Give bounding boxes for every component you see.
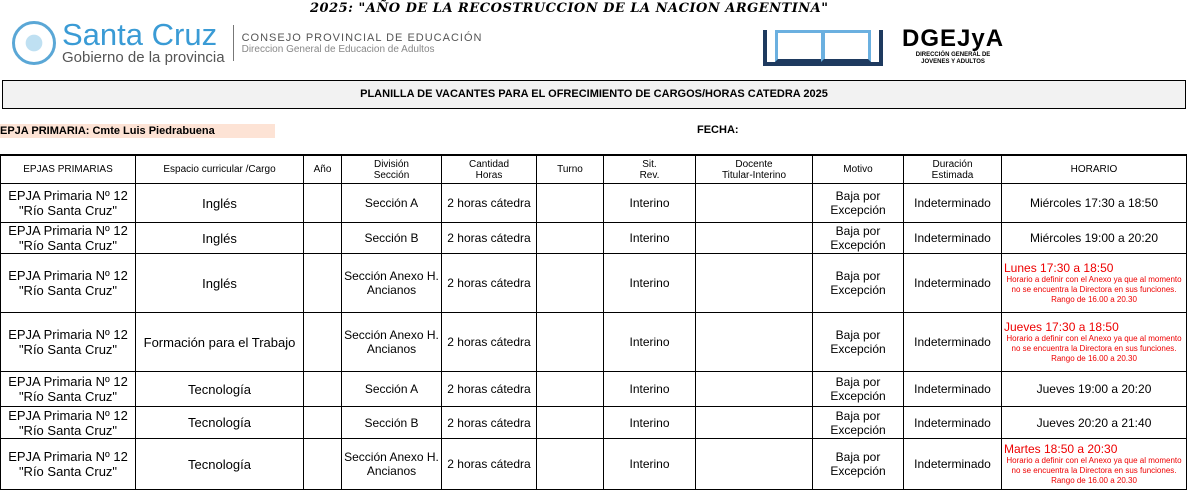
cell-reason: Baja por Excepción <box>813 407 904 439</box>
cell-duration: Indeterminado <box>904 407 1002 439</box>
cell-schedule: Miércoles 17:30 a 18:50 <box>1002 184 1187 223</box>
fecha-label: FECHA: <box>697 124 739 136</box>
cell-subject: Tecnología <box>136 372 304 407</box>
cell-hours: 2 horas cátedra <box>442 223 537 254</box>
cell-schedule <box>1002 254 1187 313</box>
cell-shift <box>537 313 604 372</box>
cell-division: Sección Anexo H. Ancianos <box>342 254 442 313</box>
cell-duration: Indeterminado <box>904 223 1002 254</box>
schedule-time: Lunes 17:30 a 18:50 <box>1004 260 1114 275</box>
schedule-note: Horario a definir con el Anexo ya que al momento no se encuentra la Directora en sus funciones. Rango de 16.00 a 20.30 <box>1006 455 1182 485</box>
cell-reason: Baja por Excepción <box>813 254 904 313</box>
cell-sit: Interino <box>604 372 696 407</box>
cell-sit: Interino <box>604 184 696 223</box>
cell-sit: Interino <box>604 223 696 254</box>
cell-year <box>304 223 342 254</box>
column-header: EPJAS PRIMARIAS <box>1 155 136 184</box>
column-header: Año <box>304 155 342 184</box>
cell-sit: Interino <box>604 313 696 372</box>
cell-teacher <box>696 223 813 254</box>
column-header: División Sección <box>342 155 442 184</box>
cell-duration: Indeterminado <box>904 439 1002 490</box>
cell-reason: Baja por Excepción <box>813 439 904 490</box>
cell-year <box>304 184 342 223</box>
column-header: Turno <box>537 155 604 184</box>
cell-teacher <box>696 184 813 223</box>
table-row <box>1 254 1187 313</box>
cell-shift <box>537 254 604 313</box>
cell-division: Sección B <box>342 407 442 439</box>
cell-duration: Indeterminado <box>904 254 1002 313</box>
cell-reason: Baja por Excepción <box>813 184 904 223</box>
cell-schedule <box>1002 439 1187 490</box>
book-icon <box>763 30 883 66</box>
dgejya-logo <box>902 26 1004 66</box>
divider <box>233 25 234 61</box>
cell-hours: 2 horas cátedra <box>442 254 537 313</box>
cell-school: EPJA Primaria Nº 12 "Río Santa Cruz" <box>1 223 136 254</box>
cell-hours: 2 horas cátedra <box>442 184 537 223</box>
table-row <box>1 407 1187 439</box>
table-row <box>1 223 1187 254</box>
column-header: Espacio curricular /Cargo <box>136 155 304 184</box>
cell-hours: 2 horas cátedra <box>442 372 537 407</box>
column-header: Docente Titular-Interino <box>696 155 813 184</box>
cell-hours: 2 horas cátedra <box>442 313 537 372</box>
cell-school: EPJA Primaria Nº 12 "Río Santa Cruz" <box>1 184 136 223</box>
column-header: Duración Estimada <box>904 155 1002 184</box>
schedule-note: Horario a definir con el Anexo ya que al momento no se encuentra la Directora en sus funciones. Rango de 16.00 a 20.30 <box>1006 274 1182 304</box>
cell-school: EPJA Primaria Nº 12 "Río Santa Cruz" <box>1 407 136 439</box>
cell-school: EPJA Primaria Nº 12 "Río Santa Cruz" <box>1 372 136 407</box>
school-name: EPJA PRIMARIA: Cmte Luis Piedrabuena <box>0 124 275 138</box>
cell-shift <box>537 223 604 254</box>
cell-reason: Baja por Excepción <box>813 313 904 372</box>
vacancies-table <box>0 154 1187 490</box>
column-header: Motivo <box>813 155 904 184</box>
schedule-note: Horario a definir con el Anexo ya que al momento no se encuentra la Directora en sus funciones. Rango de 16.00 a 20.30 <box>1006 333 1182 363</box>
schedule-time: Jueves 17:30 a 18:50 <box>1004 319 1119 334</box>
cell-reason: Baja por Excepción <box>813 223 904 254</box>
cell-sit: Interino <box>604 439 696 490</box>
cell-sit: Interino <box>604 254 696 313</box>
schedule-time: Martes 18:50 a 20:30 <box>1004 441 1118 456</box>
cell-division: Sección Anexo H. Ancianos <box>342 313 442 372</box>
cell-division: Sección B <box>342 223 442 254</box>
logo-subtitle: Gobierno de la provincia <box>62 49 225 66</box>
cell-subject: Formación para el Trabajo <box>136 313 304 372</box>
logo-title: Santa Cruz <box>62 17 218 52</box>
cell-hours: 2 horas cátedra <box>442 439 537 490</box>
cell-shift <box>537 184 604 223</box>
cell-school: EPJA Primaria Nº 12 "Río Santa Cruz" <box>1 313 136 372</box>
cell-subject: Inglés <box>136 223 304 254</box>
cell-shift <box>537 407 604 439</box>
cell-year <box>304 372 342 407</box>
column-header: Sit. Rev. <box>604 155 696 184</box>
cell-year <box>304 407 342 439</box>
cell-subject: Inglés <box>136 184 304 223</box>
province-seal-icon <box>12 21 56 65</box>
cell-duration: Indeterminado <box>904 184 1002 223</box>
cell-school: EPJA Primaria Nº 12 "Río Santa Cruz" <box>1 254 136 313</box>
column-header: Cantidad Horas <box>442 155 537 184</box>
santa-cruz-logo <box>12 17 483 66</box>
cell-school: EPJA Primaria Nº 12 "Río Santa Cruz" <box>1 439 136 490</box>
column-header: HORARIO <box>1002 155 1187 184</box>
dgejya-title: DGEJyA <box>902 25 1005 52</box>
cell-shift <box>537 372 604 407</box>
dgejya-sub2: JOVENES Y ADULTOS <box>921 59 985 65</box>
table-row <box>1 439 1187 490</box>
cell-shift <box>537 439 604 490</box>
cell-schedule: Miércoles 19:00 a 20:20 <box>1002 223 1187 254</box>
cell-sit: Interino <box>604 407 696 439</box>
cell-duration: Indeterminado <box>904 372 1002 407</box>
cell-subject: Inglés <box>136 254 304 313</box>
cell-teacher <box>696 313 813 372</box>
cell-hours: 2 horas cátedra <box>442 407 537 439</box>
council-name: CONSEJO PROVINCIAL DE EDUCACIÓN <box>241 31 483 44</box>
table-row <box>1 313 1187 372</box>
cell-teacher <box>696 254 813 313</box>
cell-year <box>304 254 342 313</box>
cell-year <box>304 313 342 372</box>
cell-division: Sección Anexo H. Ancianos <box>342 439 442 490</box>
cell-division: Sección A <box>342 372 442 407</box>
table-row <box>1 372 1187 407</box>
cell-teacher <box>696 372 813 407</box>
cell-duration: Indeterminado <box>904 313 1002 372</box>
cell-teacher <box>696 407 813 439</box>
table-row <box>1 184 1187 223</box>
cell-subject: Tecnología <box>136 439 304 490</box>
cell-teacher <box>696 439 813 490</box>
council-sub: Direccion General de Educacion de Adultos <box>241 43 435 55</box>
page-title: PLANILLA DE VACANTES PARA EL OFRECIMIENTO DE CARGOS/HORAS CATEDRA 2025 <box>2 80 1186 109</box>
cell-reason: Baja por Excepción <box>813 372 904 407</box>
cell-schedule: Jueves 20:20 a 21:40 <box>1002 407 1187 439</box>
cell-year <box>304 439 342 490</box>
cell-schedule <box>1002 313 1187 372</box>
cell-division: Sección A <box>342 184 442 223</box>
dgejya-sub1: DIRECCIÓN GENERAL DE <box>915 52 991 58</box>
cell-subject: Tecnología <box>136 407 304 439</box>
motto: 2025: "AÑO DE LA RECOSTRUCCION DE LA NACION ARGENTINA" <box>310 1 829 16</box>
cell-schedule: Jueves 19:00 a 20:20 <box>1002 372 1187 407</box>
